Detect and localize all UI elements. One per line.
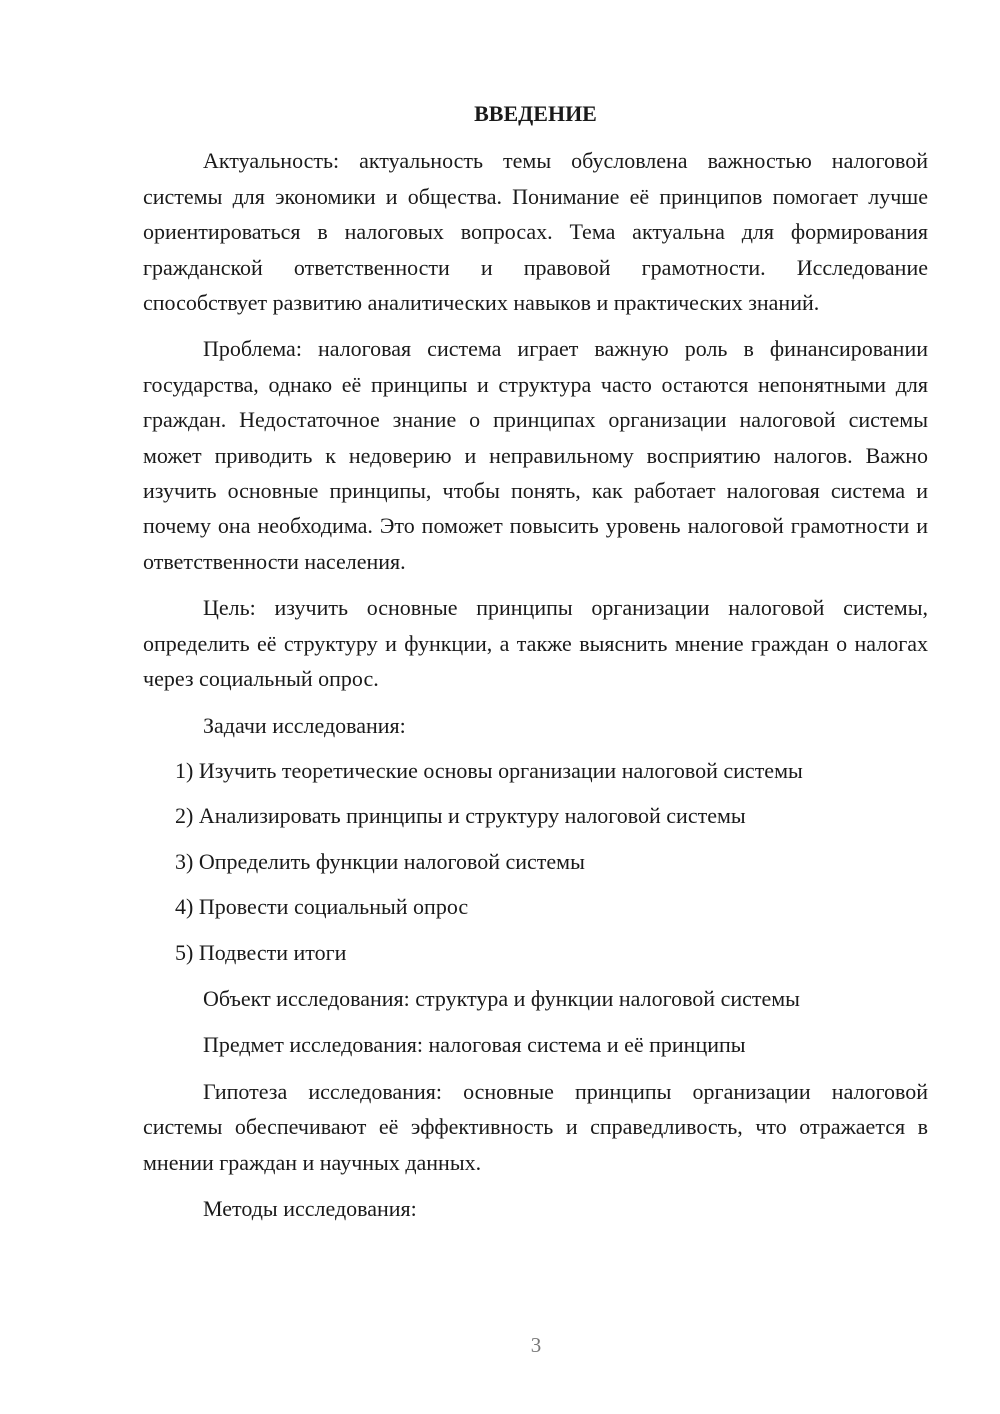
list-item: 3) Определить функции налоговой системы xyxy=(175,848,585,874)
object-paragraph: Объект исследования: структура и функции налоговой системы xyxy=(203,985,800,1011)
list-item: 4) Провести социальный опрос xyxy=(175,894,469,920)
problem-paragraph: Проблема: налоговая система играет важную роль в финансировании государства, однако её принципы и структура часто остаются непонятными для граждан. Недостаточное знание о принципах организации налоговой системы может приводить к недоверию и неправильному восприятию налогов. Важно изучить основные принципы, чтобы понять, как работает налоговая система и почему она необходима. Это поможет повысить уровень налоговой грамотности и ответственности населения. xyxy=(143,336,928,574)
tasks-heading: Задачи исследования: xyxy=(203,712,406,738)
list-item: 5) Подвести итоги xyxy=(175,939,347,965)
section-title: ВВЕДЕНИЕ xyxy=(474,101,597,126)
subject-paragraph: Предмет исследования: налоговая система и её принципы xyxy=(203,1032,746,1058)
tasks-list xyxy=(143,753,928,970)
goal-paragraph: Цель: изучить основные принципы организации налоговой системы, определить её структуру и функции, а также выяснить мнение граждан о налогах через социальный опрос. xyxy=(143,595,928,692)
methods-heading: Методы исследования: xyxy=(203,1195,417,1221)
list-item: 2) Анализировать принципы и структуру налоговой системы xyxy=(175,803,746,829)
page-number: 3 xyxy=(530,1333,542,1357)
page-content xyxy=(143,96,928,1226)
hypothesis-paragraph: Гипотеза исследования: основные принципы организации налоговой системы обеспечивают её эффективность и справедливость, что отражается в мнении граждан и научных данных. xyxy=(143,1078,928,1175)
list-item: 1) Изучить теоретические основы организации налоговой системы xyxy=(175,757,803,783)
relevance-paragraph: Актуальность: актуальность темы обусловлена важностью налоговой системы для экономики и общества. Понимание её принципов помогает лучше ориентироваться в налоговых вопросах. Тема актуальна для формирования гражданской ответственности и правовой грамотности. Исследование способствует развитию аналитических навыков и практических знаний. xyxy=(143,148,928,316)
